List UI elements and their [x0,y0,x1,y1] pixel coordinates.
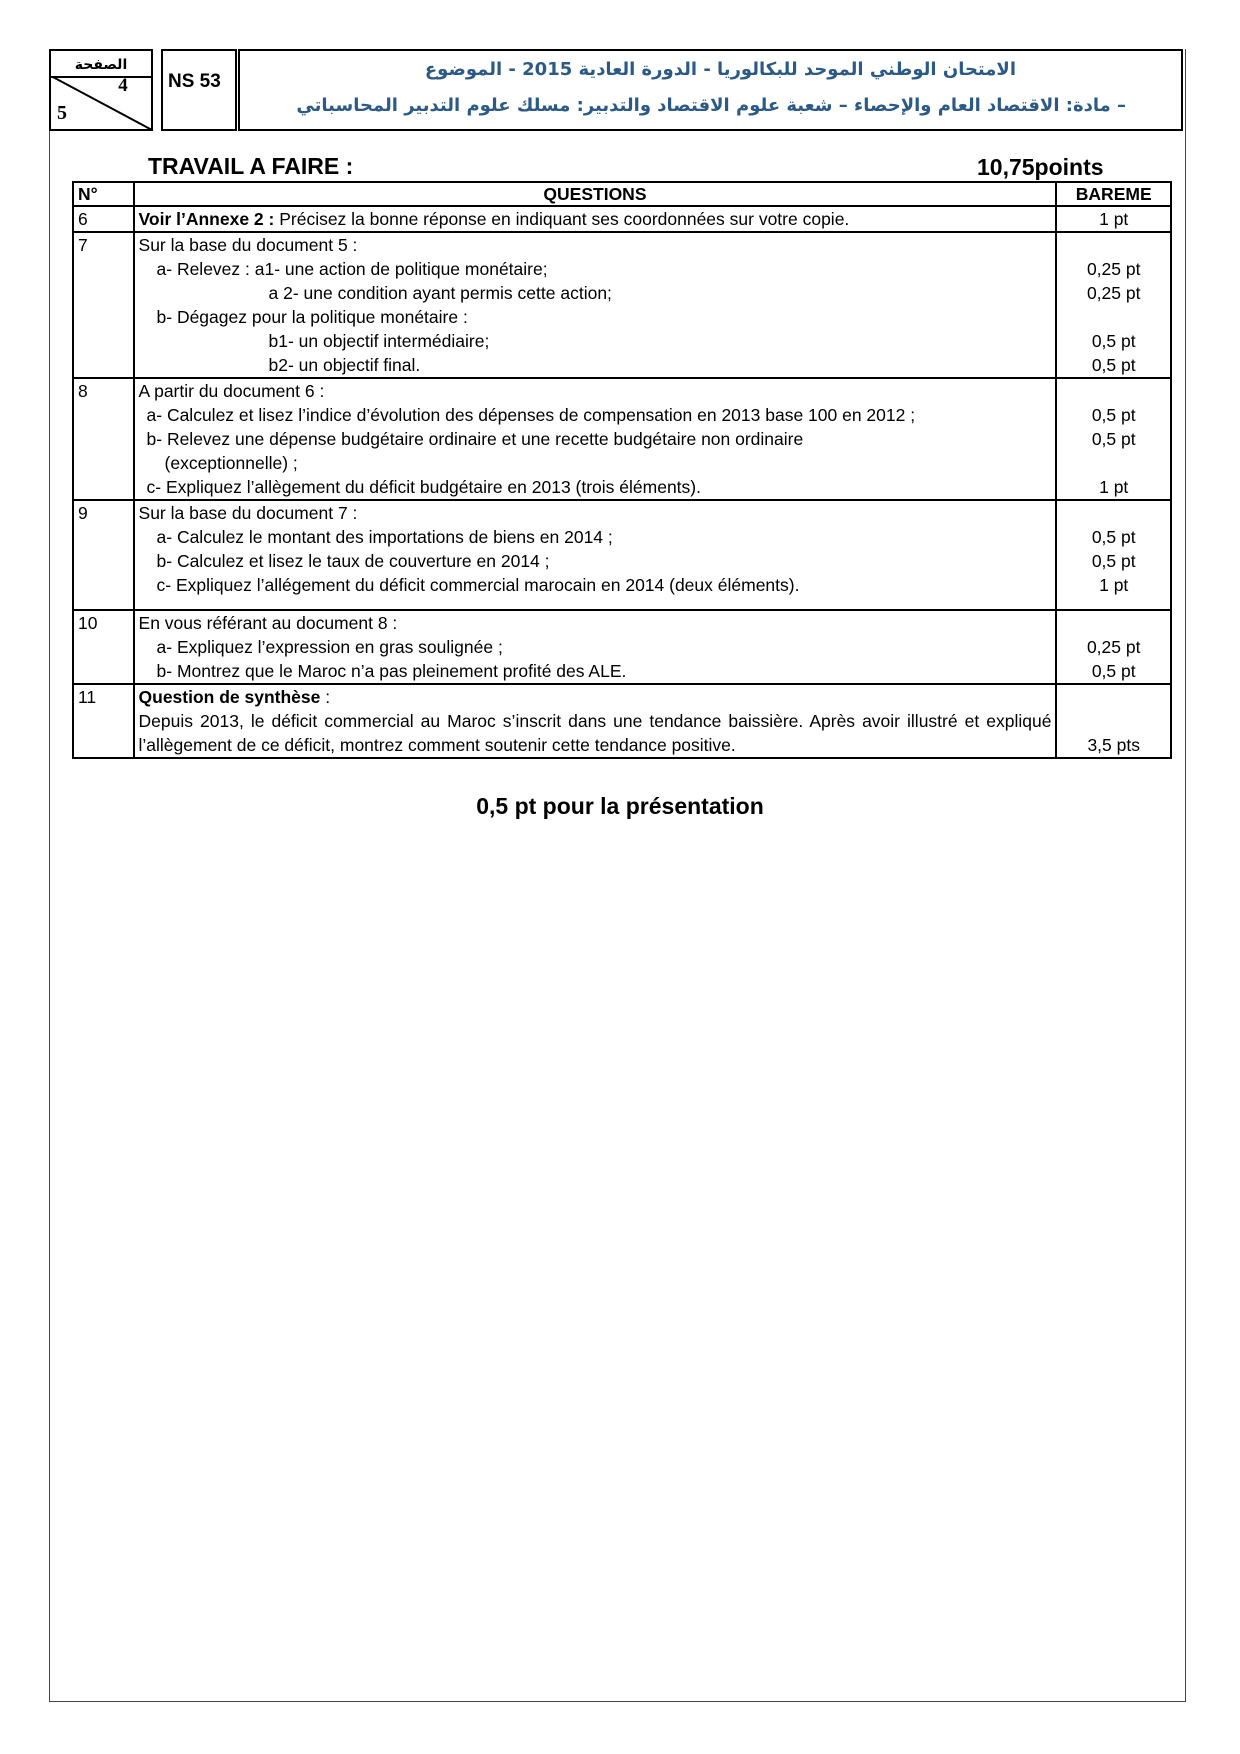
question-line: b- Dégagez pour la politique monétaire : [156,307,468,327]
points-value: 0,25 pt [1086,637,1141,657]
question-line: a 2- une condition ayant permis cette action; [268,283,612,303]
table-row [73,610,1171,684]
exam-title-box [238,49,1183,131]
question-line: c- Expliquez l’allégement du déficit commercial marocain en 2014 (deux éléments). [156,575,800,595]
table-row [73,684,1171,758]
table-row [73,500,1171,610]
points-value: 0,5 pt [1091,355,1136,375]
question-number: 9 [73,500,134,610]
section-points: 10,75points [977,154,1104,180]
question-line: b2- un objectif final. [268,355,421,375]
exam-code: NS 53 [161,49,237,131]
question-line: a- Expliquez l’expression en gras soulignée ; [156,637,503,657]
question-line: b- Relevez une dépense budgétaire ordinaire et une recette budgétaire non ordinaire [146,429,804,449]
points-value: 0,5 pt [1091,429,1136,449]
presentation-note: 0,5 pt pour la présentation [476,793,764,819]
question-line: A partir du document 6 : [138,381,325,401]
page-counter-box [49,49,153,131]
question-points [1056,684,1171,758]
points-value: 0,5 pt [1091,405,1136,425]
question-number: 7 [73,232,134,378]
exam-title-line2: – مادة: الاقتصاد العام والإحصاء – شعبة علوم الاقتصاد والتدبير: مسلك علوم التدبير المحاسباتي [296,95,1126,116]
question-line: (exceptionnelle) ; [164,453,298,473]
points-value: 1 pt [1099,477,1129,497]
table-row [73,206,1171,232]
question-line: Sur la base du document 7 : [138,503,358,523]
question-number: 11 [73,684,134,758]
question-line: Précisez la bonne réponse en indiquant ses coordonnées sur votre copie. [274,209,850,229]
question-text [134,684,1057,758]
question-line: Sur la base du document 5 : [138,235,358,255]
points-value [1061,451,1166,475]
points-value [1061,379,1166,403]
header-questions: QUESTIONS [134,182,1057,206]
question-points [1056,206,1171,232]
question-text [134,206,1057,232]
question-number: 8 [73,378,134,500]
points-value: 0,25 pt [1086,259,1141,279]
question-line: b- Calculez et lisez le taux de couverture en 2014 ; [156,551,550,571]
question-text [134,610,1057,684]
exam-title-line1: الامتحان الوطني الموحد للبكالوريا - الدورة العادية 2015 - الموضوع [424,59,1016,80]
points-value: 0,5 pt [1091,661,1136,681]
points-value: 0,5 pt [1091,551,1136,571]
table-row [73,232,1171,378]
question-line: b- Montrez que le Maroc n’a pas pleinement profité des ALE. [156,661,627,681]
question-line: : [320,687,331,707]
question-line: b1- un objectif intermédiaire; [268,331,490,351]
question-points [1056,500,1171,610]
question-line: a- Relevez : a1- une action de politique monétaire; [156,259,548,279]
header-bareme: BAREME [1056,182,1171,206]
points-value: 1 pt [1099,575,1129,595]
question-points [1056,232,1171,378]
question-line: c- Expliquez l’allègement du déficit budgétaire en 2013 (trois éléments). [146,477,701,497]
table-header-row [73,182,1171,206]
question-number: 10 [73,610,134,684]
question-number: 6 [73,206,134,232]
points-value: 1 pt [1099,209,1129,229]
question-text [134,378,1057,500]
points-value: 3,5 pts [1087,735,1140,755]
question-text [134,232,1057,378]
page-total: 5 [57,102,67,124]
annex-ref: Voir l’Annexe 2 : [138,209,275,229]
points-value [1061,233,1166,257]
question-line: Depuis 2013, le déficit commercial au Maroc s’inscrit dans une tendance baissière. Après avoir illustré et expliqué l’allègement de ce déficit, montrez comment soutenir cette tendance positive. [138,711,1052,755]
points-value [1061,305,1166,329]
points-value [1061,501,1166,525]
points-value [1061,611,1166,635]
question-line: a- Calculez le montant des importations de biens en 2014 ; [156,527,613,547]
header-num: N° [73,182,134,206]
question-text [134,500,1057,610]
points-value: 0,5 pt [1091,527,1136,547]
points-value: 0,5 pt [1091,331,1136,351]
question-line: a- Calculez et lisez l’indice d’évolution des dépenses de compensation en 2013 base 100 en 2012 ; [146,405,916,425]
question-line: En vous référant au document 8 : [138,613,398,633]
page-label: الصفحة [74,57,128,73]
question-points [1056,610,1171,684]
section-title: TRAVAIL A FAIRE : [148,153,354,179]
questions-table [72,181,1172,759]
question-points [1056,378,1171,500]
synthesis-heading: Question de synthèse [138,687,321,707]
table-row [73,378,1171,500]
page-current: 4 [118,75,128,96]
points-value: 0,25 pt [1086,283,1141,303]
